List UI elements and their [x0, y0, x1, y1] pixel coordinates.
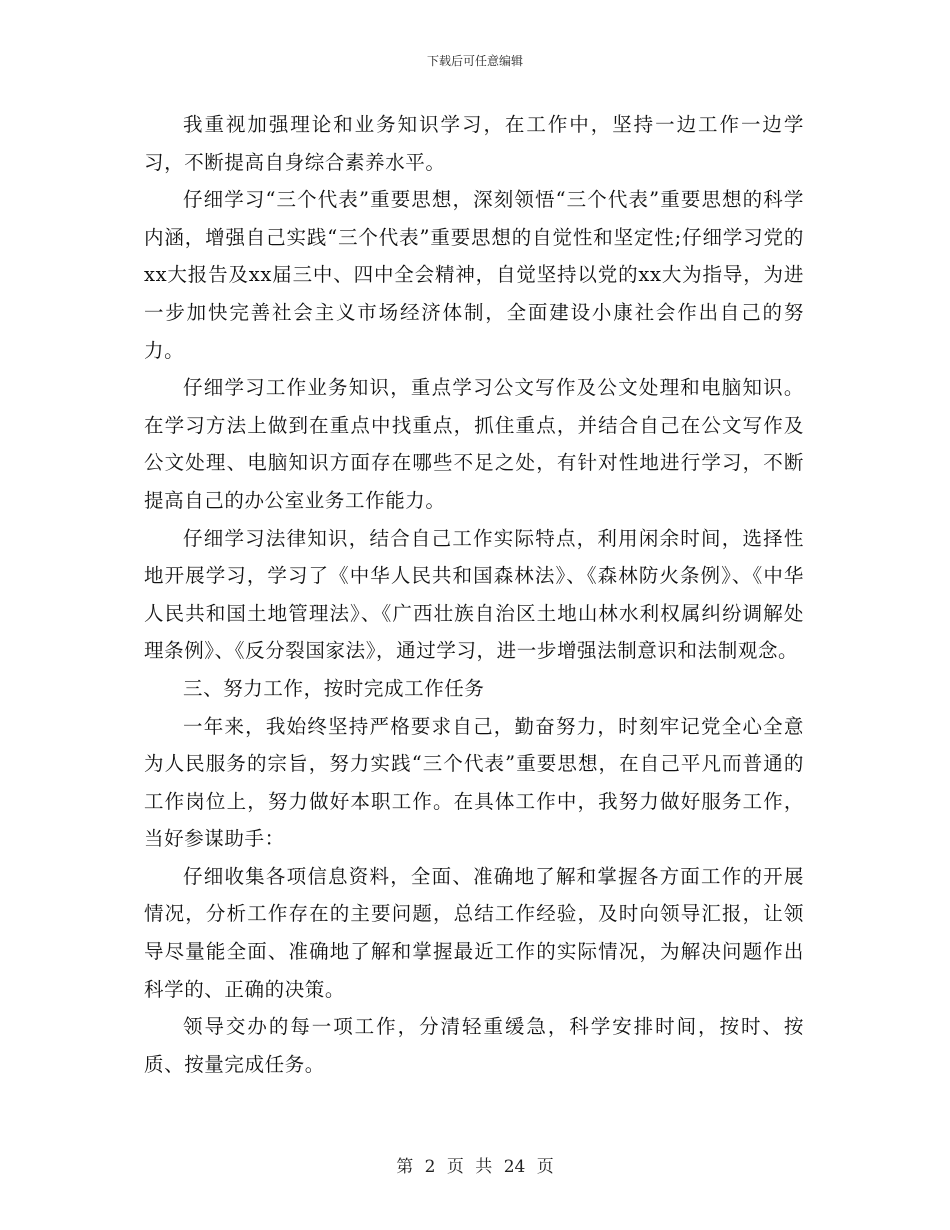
paragraph-assigned-tasks: 领导交办的每一项工作，分清轻重缓急，科学安排时间，按时、按质、按量完成任务。 [144, 1015, 804, 1076]
paragraph-year-review: 一年来，我始终坚持严格要求自己，勤奋努力，时刻牢记党全心全意为人民服务的宗旨，努力实践“三个代表”重要思想，在自己平凡而普通的工作岗位上，努力做好本职工作。在具体工作中，我努力做好服务工作，当好参谋助手： [144, 714, 804, 851]
page-footer: 第 2 页 共 24 页 [396, 1157, 554, 1177]
paragraph-information-collection: 仔细收集各项信息资料，全面、准确地了解和掌握各方面工作的开展情况，分析工作存在的主要问题，总结工作经验，及时向领导汇报，让领导尽量能全面、准确地了解和掌握最近工作的实际情况，为解决问题作出科学的、正确的决策。 [144, 864, 804, 1001]
paragraph-business-knowledge: 仔细学习工作业务知识，重点学习公文写作及公文处理和电脑知识。在学习方法上做到在重点中找重点，抓住重点，并结合自己在公文写作及公文处理、电脑知识方面存在哪些不足之处，有针对性地进行学习，不断提高自己的办公室业务工作能力。 [144, 376, 804, 512]
paragraph-three-represents: 仔细学习“三个代表”重要思想，深刻领悟“三个代表”重要思想的科学内涵，增强自己实践“三个代表”重要思想的自觉性和坚定性;仔细学习党的xx大报告及xx届三中、四中全会精神，自觉坚持以党的xx大为指导，为进一步加快完善社会主义市场经济体制，全面建设小康社会作出自己的努力。 [144, 188, 804, 362]
page-header: 下载后可任意编辑 [426, 54, 523, 68]
section-heading-work: 三、努力工作，按时完成工作任务 [183, 676, 485, 700]
document-body [144, 106, 804, 1083]
paragraph-legal-knowledge: 仔细学习法律知识，结合自己工作实际特点，利用闲余时间，选择性地开展学习，学习了《中华人民共和国森林法》、《森林防火条例》、《中华人民共和国土地管理法》、《广西壮族自治区土地山林水利权属纠纷调解处理条例》、《反分裂国家法》，通过学习，进一步增强法制意识和法制观念。 [144, 526, 804, 663]
paragraph-study-improve: 我重视加强理论和业务知识学习，在工作中，坚持一边工作一边学习，不断提高自身综合素养水平。 [144, 113, 804, 174]
